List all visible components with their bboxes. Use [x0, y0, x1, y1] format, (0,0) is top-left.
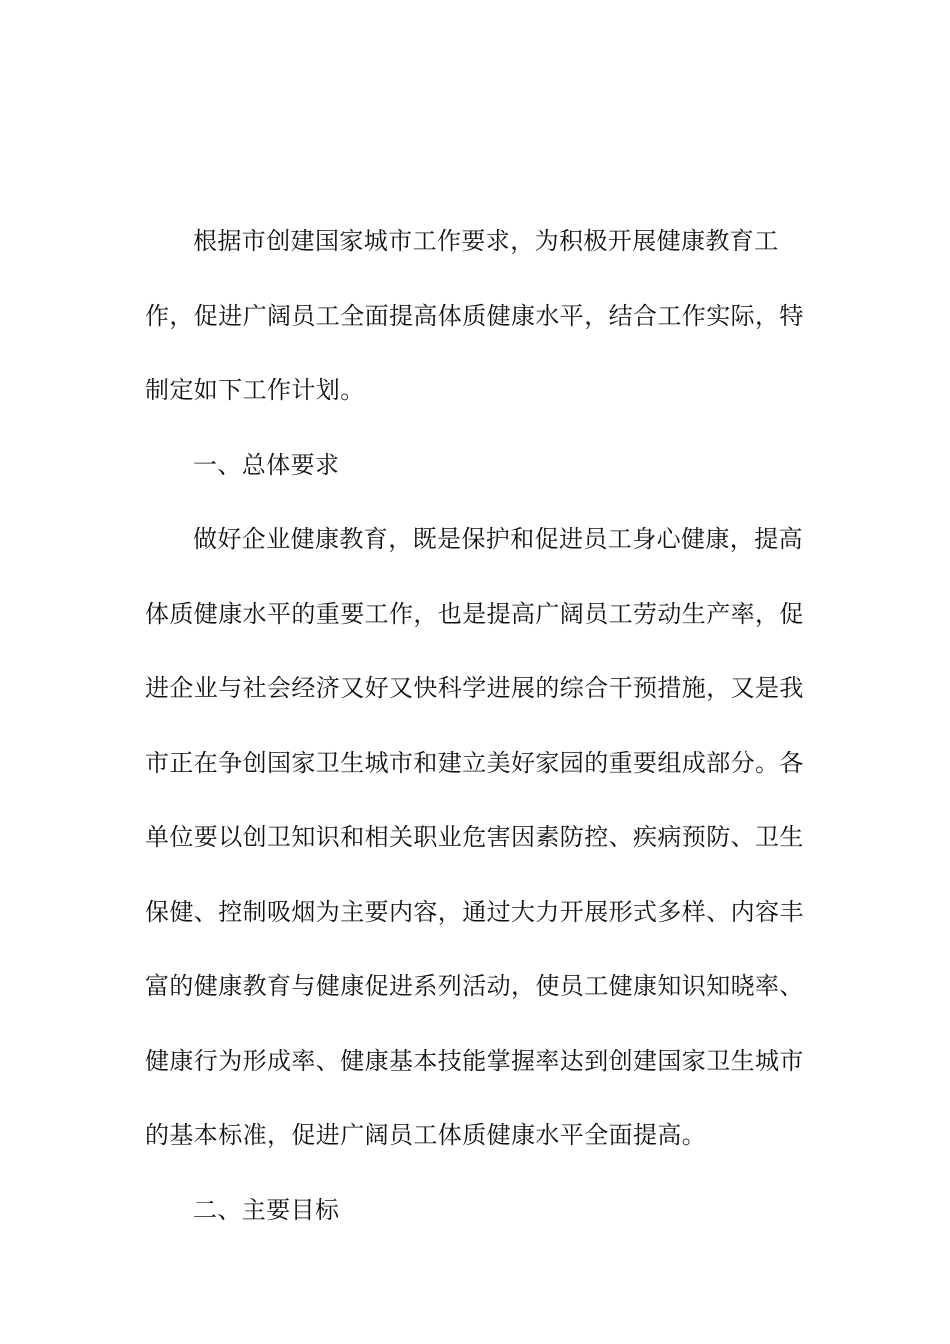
overall-requirements-paragraph: 做好企业健康教育，既是保护和促进员工身心健康，提高体质健康水平的重要工作，也是提高广阔员工劳动生产率，促进企业与社会经济又好又快科学进展的综合干预措施，又是我市正在争创国家卫生城市和建立美好家园的重要组成部分。各单位要以创卫知识和相关职业危害因素防控、疾病预防、卫生保健、控制吸烟为主要内容，通过大力开展形式多样、内容丰富的健康教育与健康促进系列活动，使员工健康知识知晓率、健康行为形成率、健康基本技能掌握率达到创建国家卫生城市的基本标准，促进广阔员工体质健康水平全面提高。: [145, 525, 804, 1149]
document-body: [145, 204, 815, 1247]
intro-paragraph: 根据市创建国家城市工作要求，为积极开展健康教育工作，促进广阔员工全面提高体质健康水平，结合工作实际，特制定如下工作计划。: [145, 227, 804, 404]
section-heading-overall-requirements: 一、总体要求: [193, 450, 340, 479]
section-heading-main-goals: 二、主要目标: [193, 1195, 340, 1224]
